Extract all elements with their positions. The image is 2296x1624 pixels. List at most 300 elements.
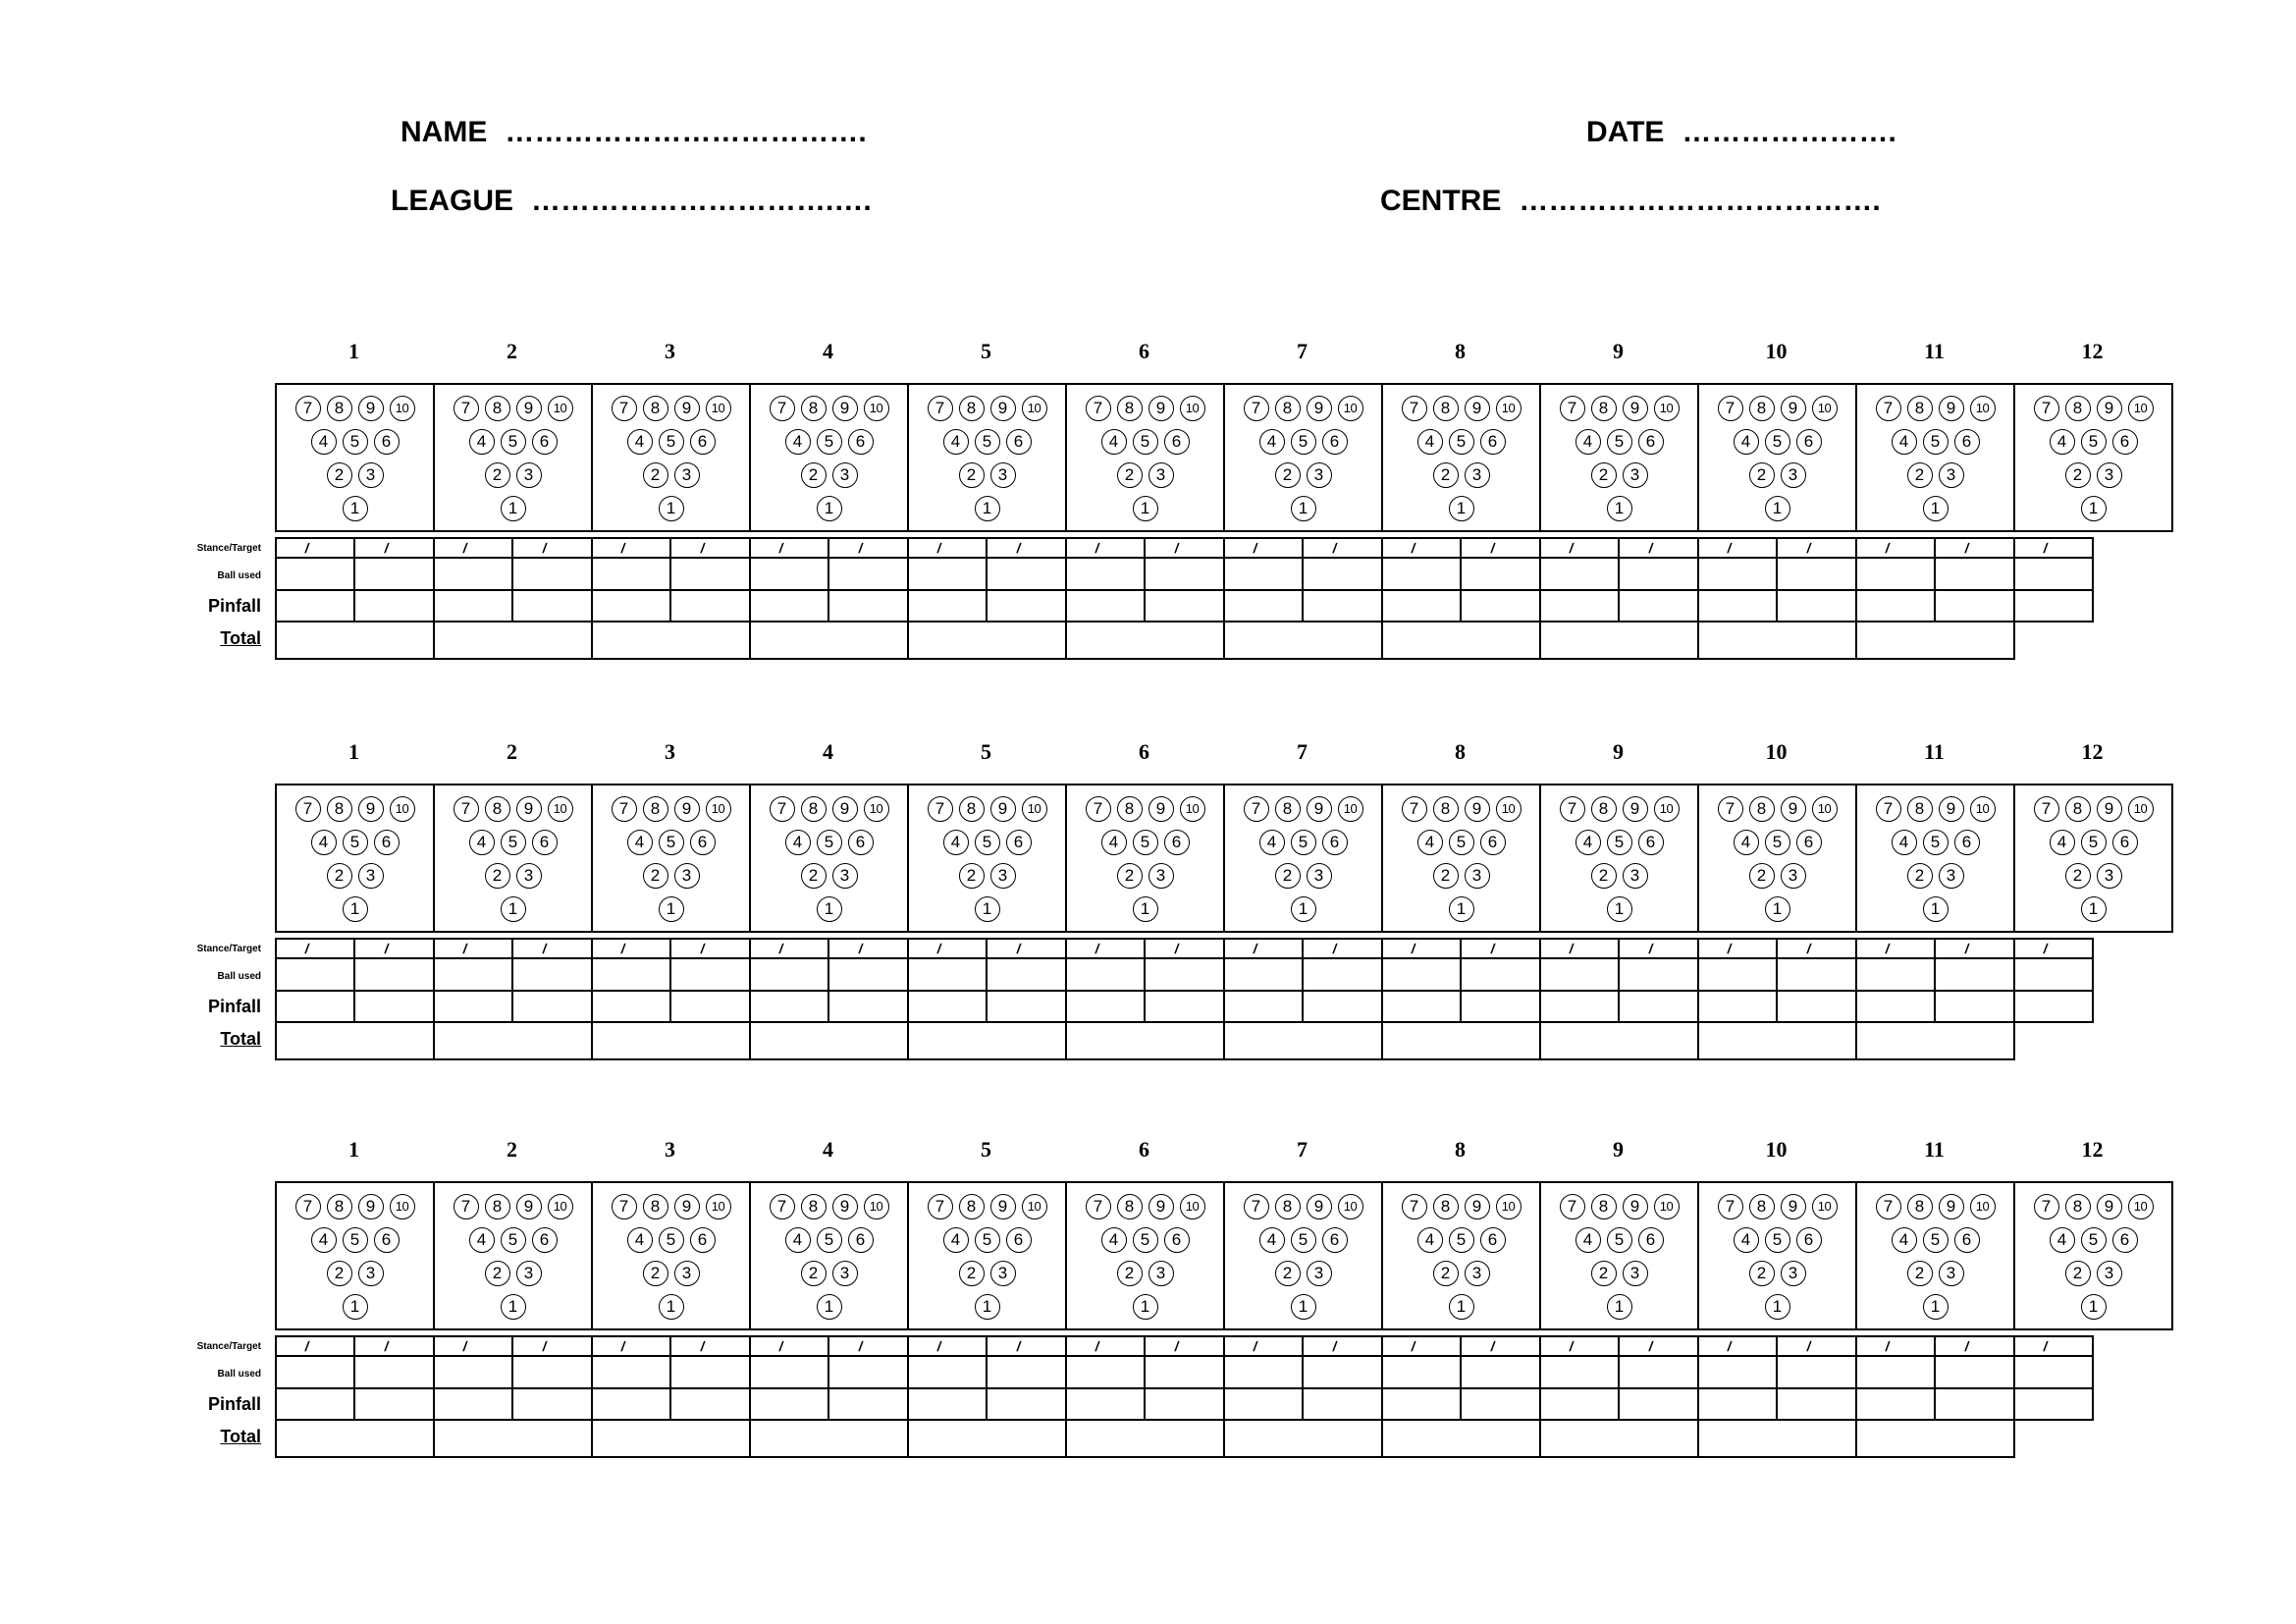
ball-used-cell[interactable] [275, 1355, 355, 1389]
pin-7[interactable]: 7 [2034, 796, 2059, 822]
pin-9[interactable]: 9 [674, 1194, 700, 1219]
pin-8[interactable]: 8 [1433, 796, 1459, 822]
pin-10[interactable]: 10 [1180, 796, 1205, 822]
pin-10[interactable]: 10 [864, 1194, 889, 1219]
total-cell[interactable] [591, 621, 751, 660]
pin-9[interactable]: 9 [832, 396, 858, 421]
ball-used-cell[interactable] [907, 957, 988, 992]
centre-field[interactable]: ………………………………. [1519, 185, 1881, 217]
pin-2[interactable]: 2 [1591, 863, 1617, 889]
pin-4[interactable]: 4 [2050, 429, 2075, 455]
stance-cell[interactable] [986, 1335, 1067, 1357]
pin-8[interactable]: 8 [1433, 1194, 1459, 1219]
pin-2[interactable]: 2 [1907, 462, 1933, 488]
pin-1[interactable]: 1 [1607, 1294, 1632, 1320]
pin-7[interactable]: 7 [1086, 396, 1111, 421]
pin-7[interactable]: 7 [1560, 1194, 1585, 1219]
pin-1[interactable]: 1 [975, 1294, 1000, 1320]
total-cell[interactable] [591, 1021, 751, 1060]
pin-2[interactable]: 2 [959, 462, 985, 488]
pin-9[interactable]: 9 [358, 396, 384, 421]
ball-used-cell[interactable] [1539, 957, 1620, 992]
ball-used-cell[interactable] [1776, 1355, 1857, 1389]
pin-2[interactable]: 2 [1117, 863, 1143, 889]
pin-7[interactable]: 7 [928, 396, 953, 421]
pin-5[interactable]: 5 [1765, 1227, 1790, 1253]
pin-2[interactable]: 2 [1275, 462, 1301, 488]
pin-3[interactable]: 3 [1781, 863, 1806, 889]
pin-10[interactable]: 10 [1496, 796, 1522, 822]
pin-7[interactable]: 7 [1560, 396, 1585, 421]
pin-2[interactable]: 2 [485, 1261, 510, 1286]
total-cell[interactable] [275, 1419, 435, 1458]
pin-1[interactable]: 1 [659, 1294, 684, 1320]
stance-cell[interactable] [353, 1335, 435, 1357]
pin-2[interactable]: 2 [485, 462, 510, 488]
pin-5[interactable]: 5 [501, 1227, 526, 1253]
pin-6[interactable]: 6 [1480, 1227, 1506, 1253]
pinfall-cell[interactable] [1934, 990, 2015, 1023]
pin-5[interactable]: 5 [817, 830, 842, 855]
pin-4[interactable]: 4 [627, 830, 653, 855]
stance-cell[interactable] [1618, 938, 1699, 959]
pin-10[interactable]: 10 [1338, 1194, 1363, 1219]
total-cell[interactable] [907, 621, 1067, 660]
total-cell[interactable] [1539, 1419, 1699, 1458]
pin-10[interactable]: 10 [706, 1194, 731, 1219]
pin-2[interactable]: 2 [1749, 1261, 1775, 1286]
stance-cell[interactable] [275, 1335, 355, 1357]
pin-7[interactable]: 7 [1244, 1194, 1269, 1219]
ball-used-cell[interactable] [1697, 957, 1778, 992]
ball-used-cell[interactable] [986, 557, 1067, 591]
pin-9[interactable]: 9 [990, 796, 1016, 822]
pin-5[interactable]: 5 [1449, 429, 1474, 455]
pinfall-cell[interactable] [591, 990, 671, 1023]
pin-8[interactable]: 8 [1591, 796, 1617, 822]
pinfall-cell[interactable] [669, 1387, 751, 1421]
pin-4[interactable]: 4 [785, 830, 811, 855]
pin-4[interactable]: 4 [1734, 1227, 1759, 1253]
pin-7[interactable]: 7 [770, 396, 795, 421]
ball-used-cell[interactable] [2013, 957, 2094, 992]
ball-used-cell[interactable] [353, 957, 435, 992]
pin-5[interactable]: 5 [501, 830, 526, 855]
pin-7[interactable]: 7 [1402, 396, 1427, 421]
pin-8[interactable]: 8 [1591, 396, 1617, 421]
total-cell[interactable] [1223, 1419, 1383, 1458]
pin-10[interactable]: 10 [1022, 796, 1047, 822]
pin-10[interactable]: 10 [1970, 396, 1996, 421]
pinfall-cell[interactable] [1539, 990, 1620, 1023]
pin-5[interactable]: 5 [1291, 429, 1316, 455]
pin-10[interactable]: 10 [1654, 796, 1680, 822]
pin-8[interactable]: 8 [327, 796, 352, 822]
pin-3[interactable]: 3 [516, 462, 542, 488]
pin-8[interactable]: 8 [801, 1194, 827, 1219]
stance-cell[interactable] [1697, 537, 1778, 559]
pinfall-cell[interactable] [749, 589, 829, 623]
pin-9[interactable]: 9 [1781, 396, 1806, 421]
pin-1[interactable]: 1 [1765, 496, 1790, 521]
pin-8[interactable]: 8 [485, 796, 510, 822]
pin-9[interactable]: 9 [1939, 796, 1964, 822]
ball-used-cell[interactable] [986, 957, 1067, 992]
pin-4[interactable]: 4 [2050, 830, 2075, 855]
stance-cell[interactable] [1697, 938, 1778, 959]
pin-10[interactable]: 10 [548, 396, 573, 421]
pin-1[interactable]: 1 [2081, 496, 2107, 521]
pin-3[interactable]: 3 [1465, 462, 1490, 488]
pin-3[interactable]: 3 [832, 462, 858, 488]
pinfall-cell[interactable] [1776, 589, 1857, 623]
pin-6[interactable]: 6 [2112, 830, 2138, 855]
pin-10[interactable]: 10 [1812, 796, 1838, 822]
pin-8[interactable]: 8 [1117, 1194, 1143, 1219]
stance-cell[interactable] [591, 537, 671, 559]
pin-2[interactable]: 2 [1433, 1261, 1459, 1286]
pin-8[interactable]: 8 [1907, 1194, 1933, 1219]
pin-7[interactable]: 7 [612, 396, 637, 421]
stance-cell[interactable] [2013, 537, 2094, 559]
stance-cell[interactable] [1223, 938, 1304, 959]
pinfall-cell[interactable] [1144, 990, 1225, 1023]
pin-9[interactable]: 9 [358, 1194, 384, 1219]
ball-used-cell[interactable] [1065, 957, 1146, 992]
total-cell[interactable] [1697, 1021, 1857, 1060]
pin-5[interactable]: 5 [1449, 830, 1474, 855]
pin-5[interactable]: 5 [975, 1227, 1000, 1253]
pin-7[interactable]: 7 [612, 1194, 637, 1219]
ball-used-cell[interactable] [1302, 1355, 1383, 1389]
pin-3[interactable]: 3 [516, 1261, 542, 1286]
pin-4[interactable]: 4 [1259, 830, 1285, 855]
pin-5[interactable]: 5 [1133, 429, 1158, 455]
pin-6[interactable]: 6 [690, 830, 716, 855]
pin-4[interactable]: 4 [1417, 429, 1443, 455]
pin-5[interactable]: 5 [1607, 830, 1632, 855]
pin-8[interactable]: 8 [643, 396, 668, 421]
pin-3[interactable]: 3 [1148, 462, 1174, 488]
stance-cell[interactable] [1223, 537, 1304, 559]
pin-10[interactable]: 10 [1496, 396, 1522, 421]
total-cell[interactable] [433, 1021, 593, 1060]
pin-6[interactable]: 6 [1322, 830, 1348, 855]
pin-10[interactable]: 10 [706, 396, 731, 421]
ball-used-cell[interactable] [1697, 557, 1778, 591]
stance-cell[interactable] [1302, 537, 1383, 559]
stance-cell[interactable] [986, 537, 1067, 559]
pin-8[interactable]: 8 [1275, 396, 1301, 421]
pinfall-cell[interactable] [828, 990, 909, 1023]
stance-cell[interactable] [828, 537, 909, 559]
pin-7[interactable]: 7 [295, 396, 321, 421]
total-cell[interactable] [1223, 1021, 1383, 1060]
pin-9[interactable]: 9 [1781, 1194, 1806, 1219]
pinfall-cell[interactable] [511, 990, 593, 1023]
pin-6[interactable]: 6 [1006, 1227, 1032, 1253]
stance-cell[interactable] [1855, 1335, 1936, 1357]
ball-used-cell[interactable] [353, 557, 435, 591]
pin-8[interactable]: 8 [643, 1194, 668, 1219]
pin-7[interactable]: 7 [1718, 1194, 1743, 1219]
pin-1[interactable]: 1 [1291, 1294, 1316, 1320]
pin-3[interactable]: 3 [674, 863, 700, 889]
pin-9[interactable]: 9 [1307, 396, 1332, 421]
pin-9[interactable]: 9 [1465, 796, 1490, 822]
pin-4[interactable]: 4 [943, 830, 969, 855]
pin-3[interactable]: 3 [1939, 1261, 1964, 1286]
pin-1[interactable]: 1 [817, 496, 842, 521]
pin-6[interactable]: 6 [1796, 1227, 1822, 1253]
pin-7[interactable]: 7 [612, 796, 637, 822]
pinfall-cell[interactable] [1618, 990, 1699, 1023]
pinfall-cell[interactable] [591, 589, 671, 623]
pin-6[interactable]: 6 [1006, 429, 1032, 455]
pinfall-cell[interactable] [1539, 589, 1620, 623]
pin-6[interactable]: 6 [1322, 429, 1348, 455]
total-cell[interactable] [749, 621, 909, 660]
pin-9[interactable]: 9 [1939, 396, 1964, 421]
pin-6[interactable]: 6 [532, 1227, 558, 1253]
pin-9[interactable]: 9 [1465, 1194, 1490, 1219]
pin-7[interactable]: 7 [454, 1194, 479, 1219]
pin-3[interactable]: 3 [1465, 1261, 1490, 1286]
pin-10[interactable]: 10 [1654, 1194, 1680, 1219]
stance-cell[interactable] [433, 1335, 513, 1357]
ball-used-cell[interactable] [1144, 957, 1225, 992]
pin-1[interactable]: 1 [1923, 496, 1949, 521]
pin-6[interactable]: 6 [532, 830, 558, 855]
ball-used-cell[interactable] [1381, 957, 1462, 992]
pin-4[interactable]: 4 [469, 1227, 495, 1253]
total-cell[interactable] [1381, 1021, 1541, 1060]
pin-6[interactable]: 6 [374, 429, 400, 455]
pin-5[interactable]: 5 [975, 830, 1000, 855]
stance-cell[interactable] [1855, 537, 1936, 559]
pin-9[interactable]: 9 [516, 396, 542, 421]
pin-1[interactable]: 1 [659, 896, 684, 922]
ball-used-cell[interactable] [1539, 557, 1620, 591]
pin-9[interactable]: 9 [1939, 1194, 1964, 1219]
pinfall-cell[interactable] [1618, 1387, 1699, 1421]
stance-cell[interactable] [511, 537, 593, 559]
pin-5[interactable]: 5 [1765, 429, 1790, 455]
ball-used-cell[interactable] [1144, 1355, 1225, 1389]
stance-cell[interactable] [353, 938, 435, 959]
pin-3[interactable]: 3 [990, 1261, 1016, 1286]
pin-10[interactable]: 10 [548, 1194, 573, 1219]
ball-used-cell[interactable] [1539, 1355, 1620, 1389]
pin-4[interactable]: 4 [1417, 830, 1443, 855]
pin-6[interactable]: 6 [374, 1227, 400, 1253]
pin-1[interactable]: 1 [343, 1294, 368, 1320]
pinfall-cell[interactable] [511, 589, 593, 623]
pin-7[interactable]: 7 [2034, 1194, 2059, 1219]
pin-4[interactable]: 4 [1575, 1227, 1601, 1253]
date-field[interactable]: …………………. [1682, 116, 1896, 148]
pin-3[interactable]: 3 [2097, 462, 2122, 488]
pin-3[interactable]: 3 [358, 863, 384, 889]
league-field[interactable]: ………………………….…. [531, 185, 872, 217]
pin-2[interactable]: 2 [2065, 863, 2091, 889]
ball-used-cell[interactable] [828, 957, 909, 992]
pin-8[interactable]: 8 [1117, 796, 1143, 822]
ball-used-cell[interactable] [1381, 1355, 1462, 1389]
stance-cell[interactable] [1144, 537, 1225, 559]
total-cell[interactable] [1697, 1419, 1857, 1458]
pin-6[interactable]: 6 [532, 429, 558, 455]
pinfall-cell[interactable] [1855, 990, 1936, 1023]
pin-4[interactable]: 4 [1101, 830, 1127, 855]
pin-7[interactable]: 7 [1560, 796, 1585, 822]
pin-5[interactable]: 5 [1923, 1227, 1949, 1253]
pin-2[interactable]: 2 [1117, 462, 1143, 488]
ball-used-cell[interactable] [2013, 557, 2094, 591]
pinfall-cell[interactable] [433, 1387, 513, 1421]
pinfall-cell[interactable] [1302, 589, 1383, 623]
pin-6[interactable]: 6 [1480, 429, 1506, 455]
pin-4[interactable]: 4 [1417, 1227, 1443, 1253]
pinfall-cell[interactable] [1144, 589, 1225, 623]
stance-cell[interactable] [1776, 1335, 1857, 1357]
ball-used-cell[interactable] [353, 1355, 435, 1389]
pin-5[interactable]: 5 [2081, 1227, 2107, 1253]
pin-2[interactable]: 2 [485, 863, 510, 889]
pinfall-cell[interactable] [275, 1387, 355, 1421]
pin-2[interactable]: 2 [643, 1261, 668, 1286]
pin-9[interactable]: 9 [1465, 396, 1490, 421]
pin-5[interactable]: 5 [2081, 830, 2107, 855]
pin-8[interactable]: 8 [327, 1194, 352, 1219]
pin-6[interactable]: 6 [1796, 830, 1822, 855]
pin-7[interactable]: 7 [1402, 1194, 1427, 1219]
pin-1[interactable]: 1 [975, 896, 1000, 922]
pin-3[interactable]: 3 [358, 1261, 384, 1286]
pin-2[interactable]: 2 [1275, 1261, 1301, 1286]
pin-2[interactable]: 2 [2065, 1261, 2091, 1286]
pin-1[interactable]: 1 [1133, 896, 1158, 922]
pin-10[interactable]: 10 [1496, 1194, 1522, 1219]
pinfall-cell[interactable] [1223, 1387, 1304, 1421]
pin-5[interactable]: 5 [817, 429, 842, 455]
pin-5[interactable]: 5 [343, 1227, 368, 1253]
pin-1[interactable]: 1 [501, 896, 526, 922]
ball-used-cell[interactable] [1460, 1355, 1541, 1389]
stance-cell[interactable] [1381, 1335, 1462, 1357]
pin-3[interactable]: 3 [1465, 863, 1490, 889]
pin-3[interactable]: 3 [1781, 462, 1806, 488]
ball-used-cell[interactable] [907, 1355, 988, 1389]
pin-3[interactable]: 3 [1148, 1261, 1174, 1286]
pin-6[interactable]: 6 [1322, 1227, 1348, 1253]
pin-1[interactable]: 1 [817, 896, 842, 922]
pin-6[interactable]: 6 [848, 1227, 874, 1253]
ball-used-cell[interactable] [1223, 1355, 1304, 1389]
pin-2[interactable]: 2 [1907, 1261, 1933, 1286]
pin-8[interactable]: 8 [1275, 796, 1301, 822]
ball-used-cell[interactable] [749, 957, 829, 992]
ball-used-cell[interactable] [1302, 957, 1383, 992]
pin-7[interactable]: 7 [2034, 396, 2059, 421]
stance-cell[interactable] [275, 938, 355, 959]
pin-10[interactable]: 10 [390, 796, 415, 822]
pin-10[interactable]: 10 [548, 796, 573, 822]
pin-10[interactable]: 10 [1022, 1194, 1047, 1219]
pin-9[interactable]: 9 [674, 796, 700, 822]
pin-9[interactable]: 9 [1623, 396, 1648, 421]
total-cell[interactable] [1855, 1419, 2015, 1458]
pin-5[interactable]: 5 [1923, 429, 1949, 455]
total-cell[interactable] [1381, 1419, 1541, 1458]
pin-2[interactable]: 2 [959, 863, 985, 889]
pin-1[interactable]: 1 [1291, 896, 1316, 922]
ball-used-cell[interactable] [1381, 557, 1462, 591]
pin-2[interactable]: 2 [801, 863, 827, 889]
pinfall-cell[interactable] [2013, 990, 2094, 1023]
stance-cell[interactable] [433, 537, 513, 559]
pin-4[interactable]: 4 [1259, 429, 1285, 455]
pin-2[interactable]: 2 [1275, 863, 1301, 889]
total-cell[interactable] [1539, 1021, 1699, 1060]
pin-1[interactable]: 1 [343, 896, 368, 922]
pinfall-cell[interactable] [1697, 990, 1778, 1023]
pinfall-cell[interactable] [433, 990, 513, 1023]
pin-6[interactable]: 6 [690, 429, 716, 455]
pin-2[interactable]: 2 [1749, 863, 1775, 889]
pin-4[interactable]: 4 [943, 1227, 969, 1253]
stance-cell[interactable] [1618, 537, 1699, 559]
stance-cell[interactable] [1381, 938, 1462, 959]
pinfall-cell[interactable] [1381, 589, 1462, 623]
stance-cell[interactable] [2013, 938, 2094, 959]
pin-1[interactable]: 1 [1923, 896, 1949, 922]
ball-used-cell[interactable] [1776, 557, 1857, 591]
pin-10[interactable]: 10 [864, 396, 889, 421]
ball-used-cell[interactable] [1618, 957, 1699, 992]
stance-cell[interactable] [1776, 537, 1857, 559]
stance-cell[interactable] [907, 1335, 988, 1357]
stance-cell[interactable] [1539, 537, 1620, 559]
stance-cell[interactable] [1934, 537, 2015, 559]
ball-used-cell[interactable] [1302, 557, 1383, 591]
pin-8[interactable]: 8 [1275, 1194, 1301, 1219]
pin-10[interactable]: 10 [390, 396, 415, 421]
pin-7[interactable]: 7 [928, 1194, 953, 1219]
pin-7[interactable]: 7 [1718, 796, 1743, 822]
pin-7[interactable]: 7 [1244, 796, 1269, 822]
stance-cell[interactable] [1539, 938, 1620, 959]
pin-4[interactable]: 4 [469, 429, 495, 455]
total-cell[interactable] [1065, 1419, 1225, 1458]
stance-cell[interactable] [1697, 1335, 1778, 1357]
ball-used-cell[interactable] [1855, 957, 1936, 992]
pin-5[interactable]: 5 [1607, 429, 1632, 455]
stance-cell[interactable] [1460, 537, 1541, 559]
pin-3[interactable]: 3 [1939, 863, 1964, 889]
pin-3[interactable]: 3 [1623, 863, 1648, 889]
pin-9[interactable]: 9 [2097, 396, 2122, 421]
pin-1[interactable]: 1 [2081, 896, 2107, 922]
pin-10[interactable]: 10 [706, 796, 731, 822]
stance-cell[interactable] [511, 938, 593, 959]
pinfall-cell[interactable] [353, 589, 435, 623]
pinfall-cell[interactable] [1223, 589, 1304, 623]
pin-8[interactable]: 8 [959, 396, 985, 421]
pin-1[interactable]: 1 [1449, 896, 1474, 922]
pin-6[interactable]: 6 [848, 429, 874, 455]
pinfall-cell[interactable] [669, 589, 751, 623]
